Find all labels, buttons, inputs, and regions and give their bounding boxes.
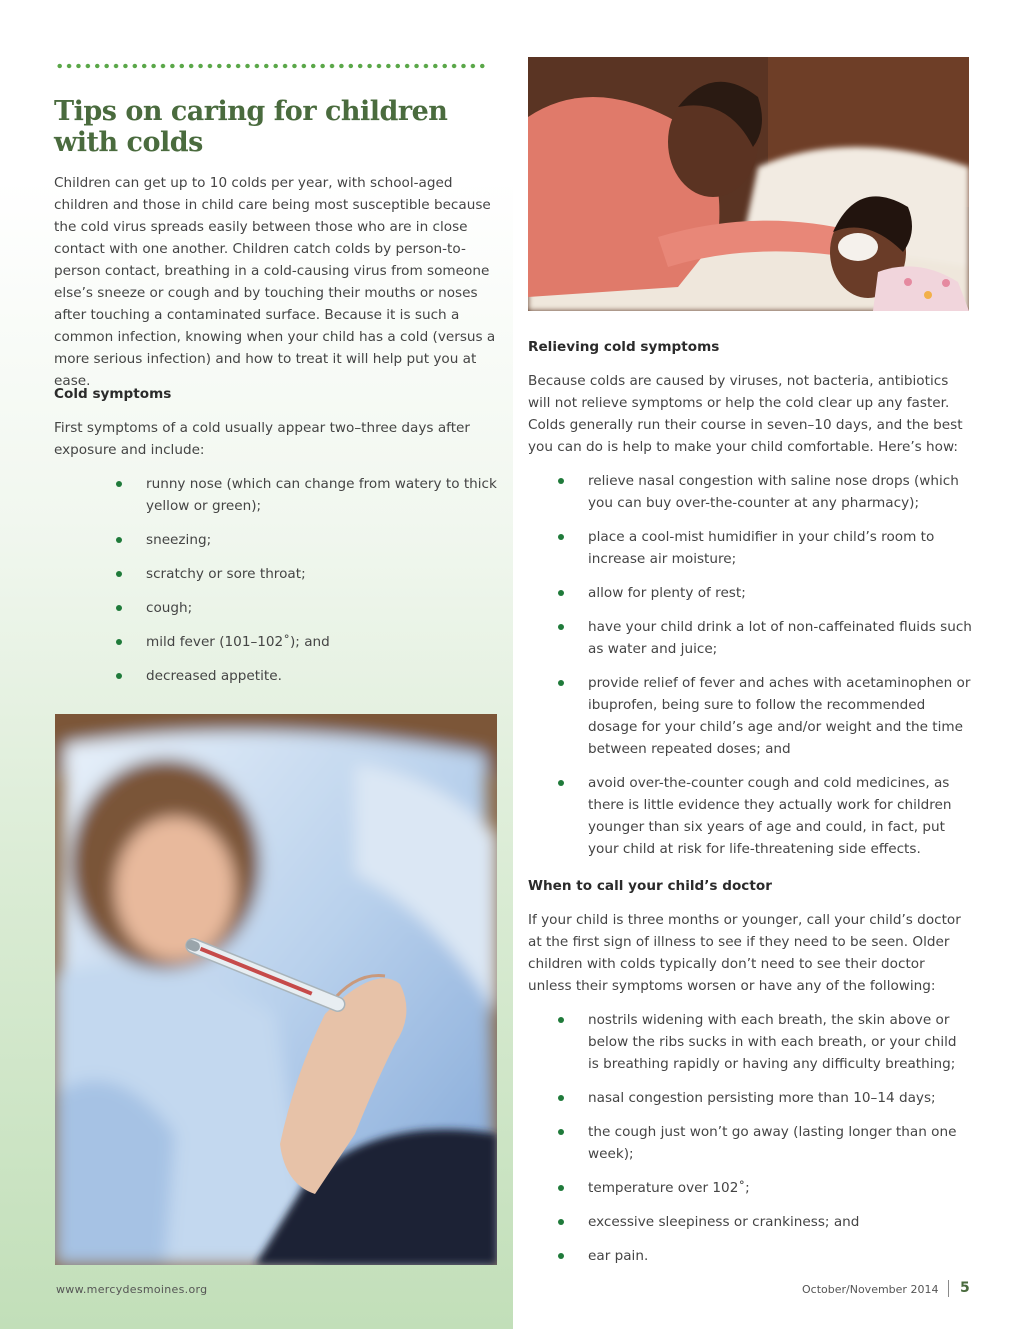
bullet-icon — [116, 673, 122, 679]
list-item: decreased appetite. — [146, 665, 502, 687]
list-item: ear pain. — [588, 1245, 964, 1267]
bullet-icon — [558, 1129, 564, 1135]
list-item: scratchy or sore throat; — [146, 563, 502, 585]
bullet-icon — [558, 1253, 564, 1259]
bullet-icon — [116, 639, 122, 645]
bullet-icon — [116, 605, 122, 611]
relieving-heading: Relieving cold symptoms — [528, 339, 720, 355]
intro-paragraph: Children can get up to 10 colds per year, with school-aged children and those in child care being most susceptible because the cold virus spreads easily between those who are in close contact with one another. Children catch colds by person-to-person contact, breathing in a cold-causing virus from someone else’s sneeze or cough and by touching their mouths or noses after touching a contaminated surface. Because it is such a common infection, knowing when your child has a cold (versus a more serious infection) and how to treat it will help put you at ease. — [54, 175, 496, 389]
cold-symptoms-heading: Cold symptoms — [54, 386, 172, 402]
bullet-icon — [558, 680, 564, 686]
bullet-icon — [116, 537, 122, 543]
list-item: place a cool-mist humidifier in your child’s room to increase air moisture; — [588, 526, 972, 570]
bullet-icon — [558, 1095, 564, 1101]
bullet-icon — [558, 534, 564, 540]
list-item: the cough just won’t go away (lasting longer than one week); — [588, 1121, 964, 1165]
list-item: nasal congestion persisting more than 10–14 days; — [588, 1087, 964, 1109]
footer-website-link[interactable]: www.mercydesmoines.org — [56, 1283, 208, 1296]
bullet-icon — [558, 478, 564, 484]
list-item: nostrils widening with each breath, the skin above or below the ribs sucks in with each breath, or your child is breathing rapidly or having any difficulty breathing; — [588, 1009, 964, 1075]
child-thermometer-photo — [55, 714, 497, 1265]
mother-child-photo — [528, 57, 969, 311]
page-title: Tips on caring for children with colds — [54, 96, 448, 158]
list-item: have your child drink a lot of non-caffeinated fluids such as water and juice; — [588, 616, 972, 660]
footer-issue-date: October/November 2014 — [802, 1283, 939, 1296]
page-number: 5 — [960, 1280, 970, 1296]
bullet-icon — [558, 1017, 564, 1023]
list-item: allow for plenty of rest; — [588, 582, 972, 604]
cold-symptoms-list — [146, 473, 502, 687]
list-item: relieve nasal congestion with saline nose drops (which you can buy over-the-counter at any pharmacy); — [588, 470, 972, 514]
bullet-icon — [558, 1219, 564, 1225]
list-item: mild fever (101–102˚); and — [146, 631, 502, 653]
cold-symptoms-lead: First symptoms of a cold usually appear two–three days after exposure and include: — [54, 420, 470, 458]
list-item: provide relief of fever and aches with acetaminophen or ibuprofen, being sure to follow the recommended dosage for your child’s age and/or weight and the time between repeated doses; and — [588, 672, 972, 760]
list-item: excessive sleepiness or crankiness; and — [588, 1211, 964, 1233]
relieving-lead: Because colds are caused by viruses, not bacteria, antibiotics will not relieve symptoms or help the cold clear up any faster. Colds generally run their course in seven–10 days, and the best you can do is help to make your child comfortable. Here’s how: — [528, 373, 963, 455]
list-item: temperature over 102˚; — [588, 1177, 964, 1199]
bullet-icon — [116, 481, 122, 487]
doctor-list — [588, 1009, 964, 1267]
bullet-icon — [558, 1185, 564, 1191]
list-item: cough; — [146, 597, 502, 619]
list-item: avoid over-the-counter cough and cold medicines, as there is little evidence they actually work for children younger than six years of age and could, in fact, put your child at risk for life-threatening side effects. — [588, 772, 972, 860]
bullet-icon — [558, 780, 564, 786]
doctor-lead: If your child is three months or younger, call your child’s doctor at the first sign of illness to see if they need to be seen. Older children with colds typically don’t need to see their doctor unless their symptoms worsen or have any of the following: — [528, 912, 961, 994]
bullet-icon — [558, 590, 564, 596]
footer-divider — [948, 1280, 949, 1297]
list-item: sneezing; — [146, 529, 502, 551]
bullet-icon — [558, 624, 564, 630]
thermometer-photo-illustration — [55, 714, 497, 1265]
dotted-divider — [55, 63, 485, 69]
relieving-list — [588, 470, 972, 860]
doctor-heading: When to call your child’s doctor — [528, 878, 772, 894]
bullet-icon — [116, 571, 122, 577]
mother-child-photo-illustration — [528, 57, 969, 311]
list-item: runny nose (which can change from watery to thick yellow or green); — [146, 473, 502, 517]
